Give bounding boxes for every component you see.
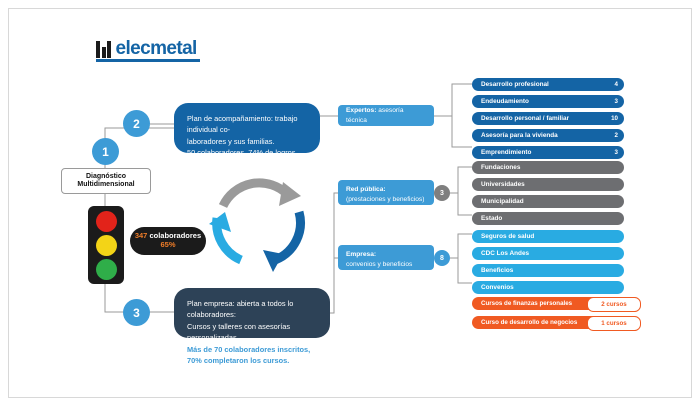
category-expertos-title: Expertos:: [346, 106, 377, 114]
category-empresa[interactable]: [338, 245, 434, 270]
list-item[interactable]: [472, 230, 624, 243]
panel-bottom-line-3: Más de 70 colaboradores inscritos,: [187, 344, 311, 354]
list-item[interactable]: [472, 129, 624, 142]
item-label: Fundaciones: [481, 164, 521, 171]
item-label: Endeudamiento: [481, 98, 529, 105]
course-label: Curso de desarrollo de negocios: [481, 319, 578, 326]
collaborators-percent: 65%: [160, 240, 176, 249]
panel-individual-plan: [174, 103, 320, 158]
traffic-light-green: [96, 259, 117, 280]
brand-name: elecmetal: [115, 38, 197, 59]
item-label: Emprendimiento: [481, 149, 532, 156]
item-label: CDC Los Andes: [481, 250, 530, 257]
item-badge: 3: [614, 98, 618, 105]
traffic-light-yellow: [96, 235, 117, 256]
item-label: Desarrollo profesional: [481, 81, 549, 88]
item-badge: 2: [614, 132, 618, 139]
category-red-subtitle: (prestaciones y beneficios): [346, 195, 425, 203]
category-expertos[interactable]: [338, 105, 434, 126]
traffic-light-red: [96, 211, 117, 232]
list-item[interactable]: [472, 247, 624, 260]
collaborators-pill: [130, 227, 206, 255]
list-item[interactable]: [472, 146, 624, 159]
item-label: Universidades: [481, 181, 525, 188]
panel-top-line-2: laboradores y sus familias.: [187, 136, 275, 146]
category-empresa-subtitle: convenios y beneficios: [346, 260, 413, 268]
list-item[interactable]: [472, 161, 624, 174]
item-label: Desarrollo personal / familiar: [481, 115, 570, 122]
panel-bottom-line-4: 70% completaron los cursos.: [187, 356, 290, 366]
category-red-count: 3: [434, 185, 450, 201]
category-red-publica[interactable]: [338, 180, 434, 205]
item-badge: 10: [611, 115, 618, 122]
course-badge: 1 cursos: [587, 316, 641, 331]
list-item[interactable]: [472, 281, 624, 294]
item-label: Seguros de salud: [481, 233, 535, 240]
panel-company-plan: [174, 288, 330, 366]
diagnostic-line-2: Multidimensional: [77, 181, 135, 188]
collaborators-label: colaboradores: [149, 231, 202, 241]
item-badge: 4: [614, 81, 618, 88]
category-empresa-count: 8: [434, 250, 450, 266]
list-item[interactable]: [472, 78, 624, 91]
list-item[interactable]: [472, 212, 624, 225]
cycle-arrows-icon: [203, 168, 313, 278]
item-badge: 3: [614, 149, 618, 156]
panel-bottom-line-1: Plan empresa: abierta a todos lo colaboradores:: [187, 299, 294, 320]
item-label: Beneficios: [481, 267, 514, 274]
brand-underline: [96, 59, 200, 62]
panel-top-line-3: 50 colaboradores, 74% de logros.: [187, 148, 298, 158]
traffic-light-icon: [88, 206, 124, 284]
category-expertos-subtitle: asesoría técnica: [346, 106, 404, 124]
diagnostic-label: [61, 168, 151, 194]
panel-top-line-1: Plan de acompañamiento: trabajo individual co-: [187, 114, 298, 135]
brand-logo: [96, 38, 197, 60]
item-label: Estado: [481, 215, 503, 222]
item-label: Municipalidad: [481, 198, 524, 205]
list-item[interactable]: [472, 112, 624, 125]
list-item[interactable]: [472, 195, 624, 208]
step-circle-3: 3: [123, 299, 150, 326]
course-label: Cursos de finanzas personales: [481, 300, 573, 307]
item-label: Asesoría para la vivienda: [481, 132, 558, 139]
list-item[interactable]: [472, 264, 624, 277]
collaborators-count: 347: [134, 231, 148, 241]
step-circle-2: 2: [123, 110, 150, 137]
course-badge: 2 cursos: [587, 297, 641, 312]
category-empresa-title: Empresa:: [346, 251, 377, 258]
step-circle-1: 1: [92, 138, 119, 165]
category-red-title: Red pública:: [346, 186, 386, 193]
list-item[interactable]: [472, 178, 624, 191]
list-item[interactable]: [472, 95, 624, 108]
me-bars-logo-icon: [96, 41, 113, 58]
panel-bottom-line-2: Cursos y talleres con asesorías personalizadas.: [187, 321, 291, 343]
diagnostic-line-1: Diagnóstico: [85, 173, 127, 181]
item-label: Convenios: [481, 284, 514, 291]
